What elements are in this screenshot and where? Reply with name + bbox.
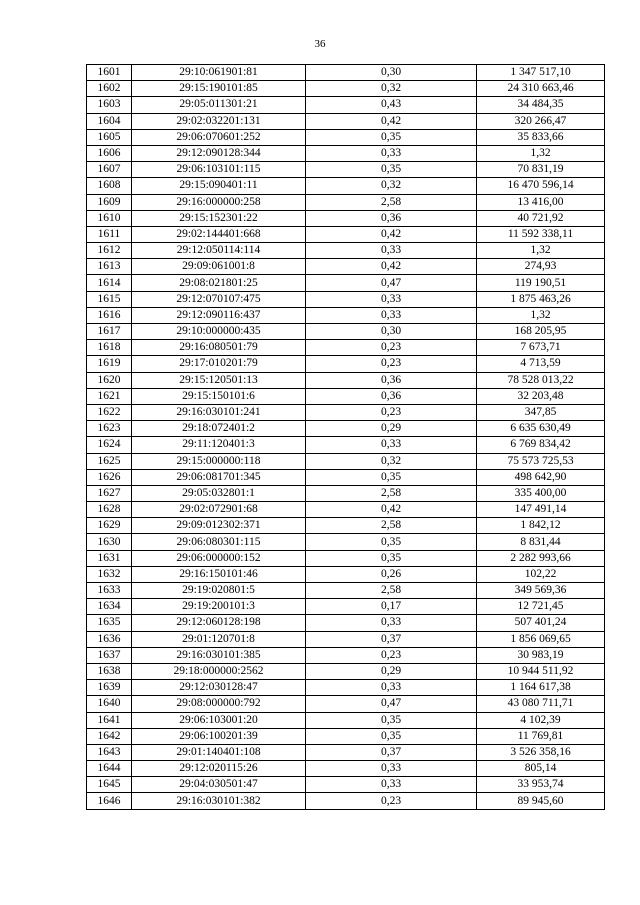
coefficient-cell: 0,35 (306, 712, 477, 728)
table-row (87, 502, 605, 518)
table-row (87, 793, 605, 809)
table-row (87, 680, 605, 696)
registry-table-body (87, 65, 605, 810)
table-row (87, 97, 605, 113)
cadastral-number-cell: 29:02:144401:668 (132, 226, 306, 242)
cadastral-number-cell: 29:01:120701:8 (132, 631, 306, 647)
table-row (87, 615, 605, 631)
cadastral-number-cell: 29:12:090116:437 (132, 307, 306, 323)
cadastral-number-cell: 29:06:080301:115 (132, 534, 306, 550)
row-number-cell: 1631 (87, 550, 132, 566)
coefficient-cell: 0,32 (306, 178, 477, 194)
table-row (87, 583, 605, 599)
row-number-cell: 1601 (87, 65, 132, 81)
registry-table (86, 64, 605, 810)
row-number-cell: 1622 (87, 404, 132, 420)
row-number-cell: 1628 (87, 502, 132, 518)
row-number-cell: 1606 (87, 145, 132, 161)
row-number-cell: 1644 (87, 761, 132, 777)
coefficient-cell: 0,33 (306, 777, 477, 793)
row-number-cell: 1629 (87, 518, 132, 534)
coefficient-cell: 0,23 (306, 356, 477, 372)
cadastral-value-cell: 78 528 013,22 (477, 372, 605, 388)
row-number-cell: 1610 (87, 210, 132, 226)
cadastral-number-cell: 29:08:021801:25 (132, 275, 306, 291)
table-row (87, 518, 605, 534)
cadastral-number-cell: 29:18:072401:2 (132, 421, 306, 437)
row-number-cell: 1638 (87, 663, 132, 679)
table-row (87, 404, 605, 420)
cadastral-value-cell: 34 484,35 (477, 97, 605, 113)
coefficient-cell: 0,35 (306, 469, 477, 485)
cadastral-value-cell: 347,85 (477, 404, 605, 420)
cadastral-value-cell: 507 401,24 (477, 615, 605, 631)
table-row (87, 761, 605, 777)
table-row (87, 696, 605, 712)
coefficient-cell: 0,35 (306, 534, 477, 550)
cadastral-number-cell: 29:02:032201:131 (132, 113, 306, 129)
table-row (87, 243, 605, 259)
row-number-cell: 1645 (87, 777, 132, 793)
row-number-cell: 1625 (87, 453, 132, 469)
table-row (87, 81, 605, 97)
cadastral-value-cell: 10 944 511,92 (477, 663, 605, 679)
cadastral-number-cell: 29:06:081701:345 (132, 469, 306, 485)
table-row (87, 145, 605, 161)
cadastral-number-cell: 29:16:030101:382 (132, 793, 306, 809)
table-row (87, 275, 605, 291)
cadastral-number-cell: 29:15:120501:13 (132, 372, 306, 388)
coefficient-cell: 0,36 (306, 372, 477, 388)
row-number-cell: 1619 (87, 356, 132, 372)
cadastral-value-cell: 11 769,81 (477, 728, 605, 744)
row-number-cell: 1630 (87, 534, 132, 550)
table-row (87, 421, 605, 437)
table-row (87, 566, 605, 582)
coefficient-cell: 0,17 (306, 599, 477, 615)
cadastral-number-cell: 29:15:150101:6 (132, 388, 306, 404)
table-row (87, 388, 605, 404)
table-row (87, 777, 605, 793)
coefficient-cell: 0,23 (306, 404, 477, 420)
cadastral-number-cell: 29:12:020115:26 (132, 761, 306, 777)
table-row (87, 307, 605, 323)
cadastral-number-cell: 29:06:000000:152 (132, 550, 306, 566)
cadastral-value-cell: 32 203,48 (477, 388, 605, 404)
row-number-cell: 1609 (87, 194, 132, 210)
table-row (87, 453, 605, 469)
cadastral-value-cell: 335 400,00 (477, 485, 605, 501)
cadastral-value-cell: 6 635 630,49 (477, 421, 605, 437)
table-row (87, 469, 605, 485)
coefficient-cell: 0,42 (306, 113, 477, 129)
coefficient-cell: 0,33 (306, 243, 477, 259)
cadastral-value-cell: 102,22 (477, 566, 605, 582)
cadastral-number-cell: 29:10:061901:81 (132, 65, 306, 81)
cadastral-value-cell: 1,32 (477, 307, 605, 323)
row-number-cell: 1614 (87, 275, 132, 291)
cadastral-value-cell: 1 856 069,65 (477, 631, 605, 647)
table-row (87, 437, 605, 453)
cadastral-value-cell: 43 080 711,71 (477, 696, 605, 712)
cadastral-number-cell: 29:12:070107:475 (132, 291, 306, 307)
coefficient-cell: 0,23 (306, 647, 477, 663)
coefficient-cell: 0,37 (306, 744, 477, 760)
coefficient-cell: 0,42 (306, 226, 477, 242)
table-row (87, 259, 605, 275)
cadastral-value-cell: 16 470 596,14 (477, 178, 605, 194)
page-number: 36 (314, 38, 326, 50)
cadastral-value-cell: 12 721,45 (477, 599, 605, 615)
cadastral-value-cell: 1,32 (477, 243, 605, 259)
coefficient-cell: 0,30 (306, 324, 477, 340)
cadastral-number-cell: 29:06:103101:115 (132, 162, 306, 178)
cadastral-value-cell: 24 310 663,46 (477, 81, 605, 97)
row-number-cell: 1624 (87, 437, 132, 453)
table-row (87, 129, 605, 145)
cadastral-value-cell: 40 721,92 (477, 210, 605, 226)
row-number-cell: 1623 (87, 421, 132, 437)
cadastral-value-cell: 13 416,00 (477, 194, 605, 210)
cadastral-number-cell: 29:15:190101:85 (132, 81, 306, 97)
cadastral-value-cell: 119 190,51 (477, 275, 605, 291)
cadastral-number-cell: 29:02:072901:68 (132, 502, 306, 518)
cadastral-number-cell: 29:16:030101:241 (132, 404, 306, 420)
coefficient-cell: 0,42 (306, 259, 477, 275)
row-number-cell: 1602 (87, 81, 132, 97)
row-number-cell: 1608 (87, 178, 132, 194)
cadastral-value-cell: 274,93 (477, 259, 605, 275)
coefficient-cell: 0,26 (306, 566, 477, 582)
cadastral-value-cell: 1 347 517,10 (477, 65, 605, 81)
cadastral-number-cell: 29:15:152301:22 (132, 210, 306, 226)
cadastral-number-cell: 29:06:100201:39 (132, 728, 306, 744)
coefficient-cell: 0,43 (306, 97, 477, 113)
table-row (87, 324, 605, 340)
table-row (87, 178, 605, 194)
coefficient-cell: 0,29 (306, 421, 477, 437)
cadastral-value-cell: 70 831,19 (477, 162, 605, 178)
coefficient-cell: 0,35 (306, 129, 477, 145)
table-row (87, 65, 605, 81)
coefficient-cell: 0,36 (306, 210, 477, 226)
cadastral-number-cell: 29:05:032801:1 (132, 485, 306, 501)
row-number-cell: 1635 (87, 615, 132, 631)
coefficient-cell: 0,32 (306, 81, 477, 97)
cadastral-number-cell: 29:17:010201:79 (132, 356, 306, 372)
coefficient-cell: 0,30 (306, 65, 477, 81)
table-row (87, 372, 605, 388)
cadastral-number-cell: 29:18:000000:2562 (132, 663, 306, 679)
cadastral-value-cell: 89 945,60 (477, 793, 605, 809)
table-row (87, 599, 605, 615)
cadastral-value-cell: 349 569,36 (477, 583, 605, 599)
row-number-cell: 1646 (87, 793, 132, 809)
table-row (87, 226, 605, 242)
cadastral-value-cell: 2 282 993,66 (477, 550, 605, 566)
coefficient-cell: 0,33 (306, 437, 477, 453)
row-number-cell: 1632 (87, 566, 132, 582)
row-number-cell: 1627 (87, 485, 132, 501)
cadastral-number-cell: 29:16:150101:46 (132, 566, 306, 582)
cadastral-value-cell: 6 769 834,42 (477, 437, 605, 453)
row-number-cell: 1612 (87, 243, 132, 259)
cadastral-value-cell: 498 642,90 (477, 469, 605, 485)
row-number-cell: 1611 (87, 226, 132, 242)
cadastral-number-cell: 29:10:000000:435 (132, 324, 306, 340)
coefficient-cell: 0,23 (306, 793, 477, 809)
cadastral-number-cell: 29:09:061001:8 (132, 259, 306, 275)
cadastral-number-cell: 29:01:140401:108 (132, 744, 306, 760)
coefficient-cell: 0,33 (306, 680, 477, 696)
cadastral-number-cell: 29:09:012302:371 (132, 518, 306, 534)
row-number-cell: 1640 (87, 696, 132, 712)
cadastral-number-cell: 29:19:020801:5 (132, 583, 306, 599)
cadastral-number-cell: 29:12:090128:344 (132, 145, 306, 161)
cadastral-number-cell: 29:06:103001:20 (132, 712, 306, 728)
coefficient-cell: 2,58 (306, 583, 477, 599)
cadastral-value-cell: 35 833,66 (477, 129, 605, 145)
coefficient-cell: 0,33 (306, 615, 477, 631)
table-row (87, 485, 605, 501)
cadastral-number-cell: 29:12:060128:198 (132, 615, 306, 631)
row-number-cell: 1615 (87, 291, 132, 307)
cadastral-number-cell: 29:06:070601:252 (132, 129, 306, 145)
cadastral-value-cell: 805,14 (477, 761, 605, 777)
table-row (87, 194, 605, 210)
table-row (87, 631, 605, 647)
table-row (87, 356, 605, 372)
table-row (87, 728, 605, 744)
table-row (87, 162, 605, 178)
cadastral-value-cell: 1,32 (477, 145, 605, 161)
table-row (87, 340, 605, 356)
cadastral-value-cell: 147 491,14 (477, 502, 605, 518)
cadastral-number-cell: 29:16:080501:79 (132, 340, 306, 356)
coefficient-cell: 2,58 (306, 194, 477, 210)
row-number-cell: 1636 (87, 631, 132, 647)
cadastral-value-cell: 4 102,39 (477, 712, 605, 728)
cadastral-value-cell: 30 983,19 (477, 647, 605, 663)
cadastral-value-cell: 1 875 463,26 (477, 291, 605, 307)
coefficient-cell: 2,58 (306, 518, 477, 534)
row-number-cell: 1620 (87, 372, 132, 388)
cadastral-value-cell: 320 266,47 (477, 113, 605, 129)
row-number-cell: 1642 (87, 728, 132, 744)
cadastral-number-cell: 29:12:050114:114 (132, 243, 306, 259)
cadastral-number-cell: 29:19:200101:3 (132, 599, 306, 615)
cadastral-number-cell: 29:16:030101:385 (132, 647, 306, 663)
row-number-cell: 1603 (87, 97, 132, 113)
coefficient-cell: 0,23 (306, 340, 477, 356)
table-row (87, 113, 605, 129)
coefficient-cell: 0,33 (306, 145, 477, 161)
table-row (87, 210, 605, 226)
cadastral-number-cell: 29:12:030128:47 (132, 680, 306, 696)
cadastral-value-cell: 3 526 358,16 (477, 744, 605, 760)
coefficient-cell: 0,35 (306, 162, 477, 178)
cadastral-value-cell: 33 953,74 (477, 777, 605, 793)
coefficient-cell: 0,33 (306, 307, 477, 323)
coefficient-cell: 2,58 (306, 485, 477, 501)
row-number-cell: 1637 (87, 647, 132, 663)
row-number-cell: 1639 (87, 680, 132, 696)
cadastral-value-cell: 1 842,12 (477, 518, 605, 534)
row-number-cell: 1604 (87, 113, 132, 129)
row-number-cell: 1613 (87, 259, 132, 275)
cadastral-value-cell: 8 831,44 (477, 534, 605, 550)
table-row (87, 291, 605, 307)
row-number-cell: 1605 (87, 129, 132, 145)
row-number-cell: 1626 (87, 469, 132, 485)
row-number-cell: 1643 (87, 744, 132, 760)
cadastral-value-cell: 168 205,95 (477, 324, 605, 340)
coefficient-cell: 0,37 (306, 631, 477, 647)
cadastral-number-cell: 29:11:120401:3 (132, 437, 306, 453)
table-row (87, 534, 605, 550)
cadastral-value-cell: 7 673,71 (477, 340, 605, 356)
table-row (87, 647, 605, 663)
coefficient-cell: 0,42 (306, 502, 477, 518)
table-row (87, 744, 605, 760)
row-number-cell: 1617 (87, 324, 132, 340)
cadastral-value-cell: 1 164 617,38 (477, 680, 605, 696)
row-number-cell: 1618 (87, 340, 132, 356)
coefficient-cell: 0,33 (306, 291, 477, 307)
cadastral-number-cell: 29:15:090401:11 (132, 178, 306, 194)
cadastral-number-cell: 29:16:000000:258 (132, 194, 306, 210)
cadastral-number-cell: 29:04:030501:47 (132, 777, 306, 793)
row-number-cell: 1633 (87, 583, 132, 599)
row-number-cell: 1641 (87, 712, 132, 728)
row-number-cell: 1607 (87, 162, 132, 178)
coefficient-cell: 0,35 (306, 550, 477, 566)
coefficient-cell: 0,47 (306, 275, 477, 291)
coefficient-cell: 0,32 (306, 453, 477, 469)
cadastral-value-cell: 11 592 338,11 (477, 226, 605, 242)
cadastral-value-cell: 75 573 725,53 (477, 453, 605, 469)
cadastral-value-cell: 4 713,59 (477, 356, 605, 372)
table-row (87, 550, 605, 566)
row-number-cell: 1616 (87, 307, 132, 323)
table-row (87, 663, 605, 679)
coefficient-cell: 0,47 (306, 696, 477, 712)
table-row (87, 712, 605, 728)
cadastral-number-cell: 29:15:000000:118 (132, 453, 306, 469)
cadastral-number-cell: 29:05:011301:21 (132, 97, 306, 113)
coefficient-cell: 0,33 (306, 761, 477, 777)
row-number-cell: 1621 (87, 388, 132, 404)
coefficient-cell: 0,29 (306, 663, 477, 679)
coefficient-cell: 0,36 (306, 388, 477, 404)
cadastral-number-cell: 29:08:000000:792 (132, 696, 306, 712)
row-number-cell: 1634 (87, 599, 132, 615)
coefficient-cell: 0,35 (306, 728, 477, 744)
